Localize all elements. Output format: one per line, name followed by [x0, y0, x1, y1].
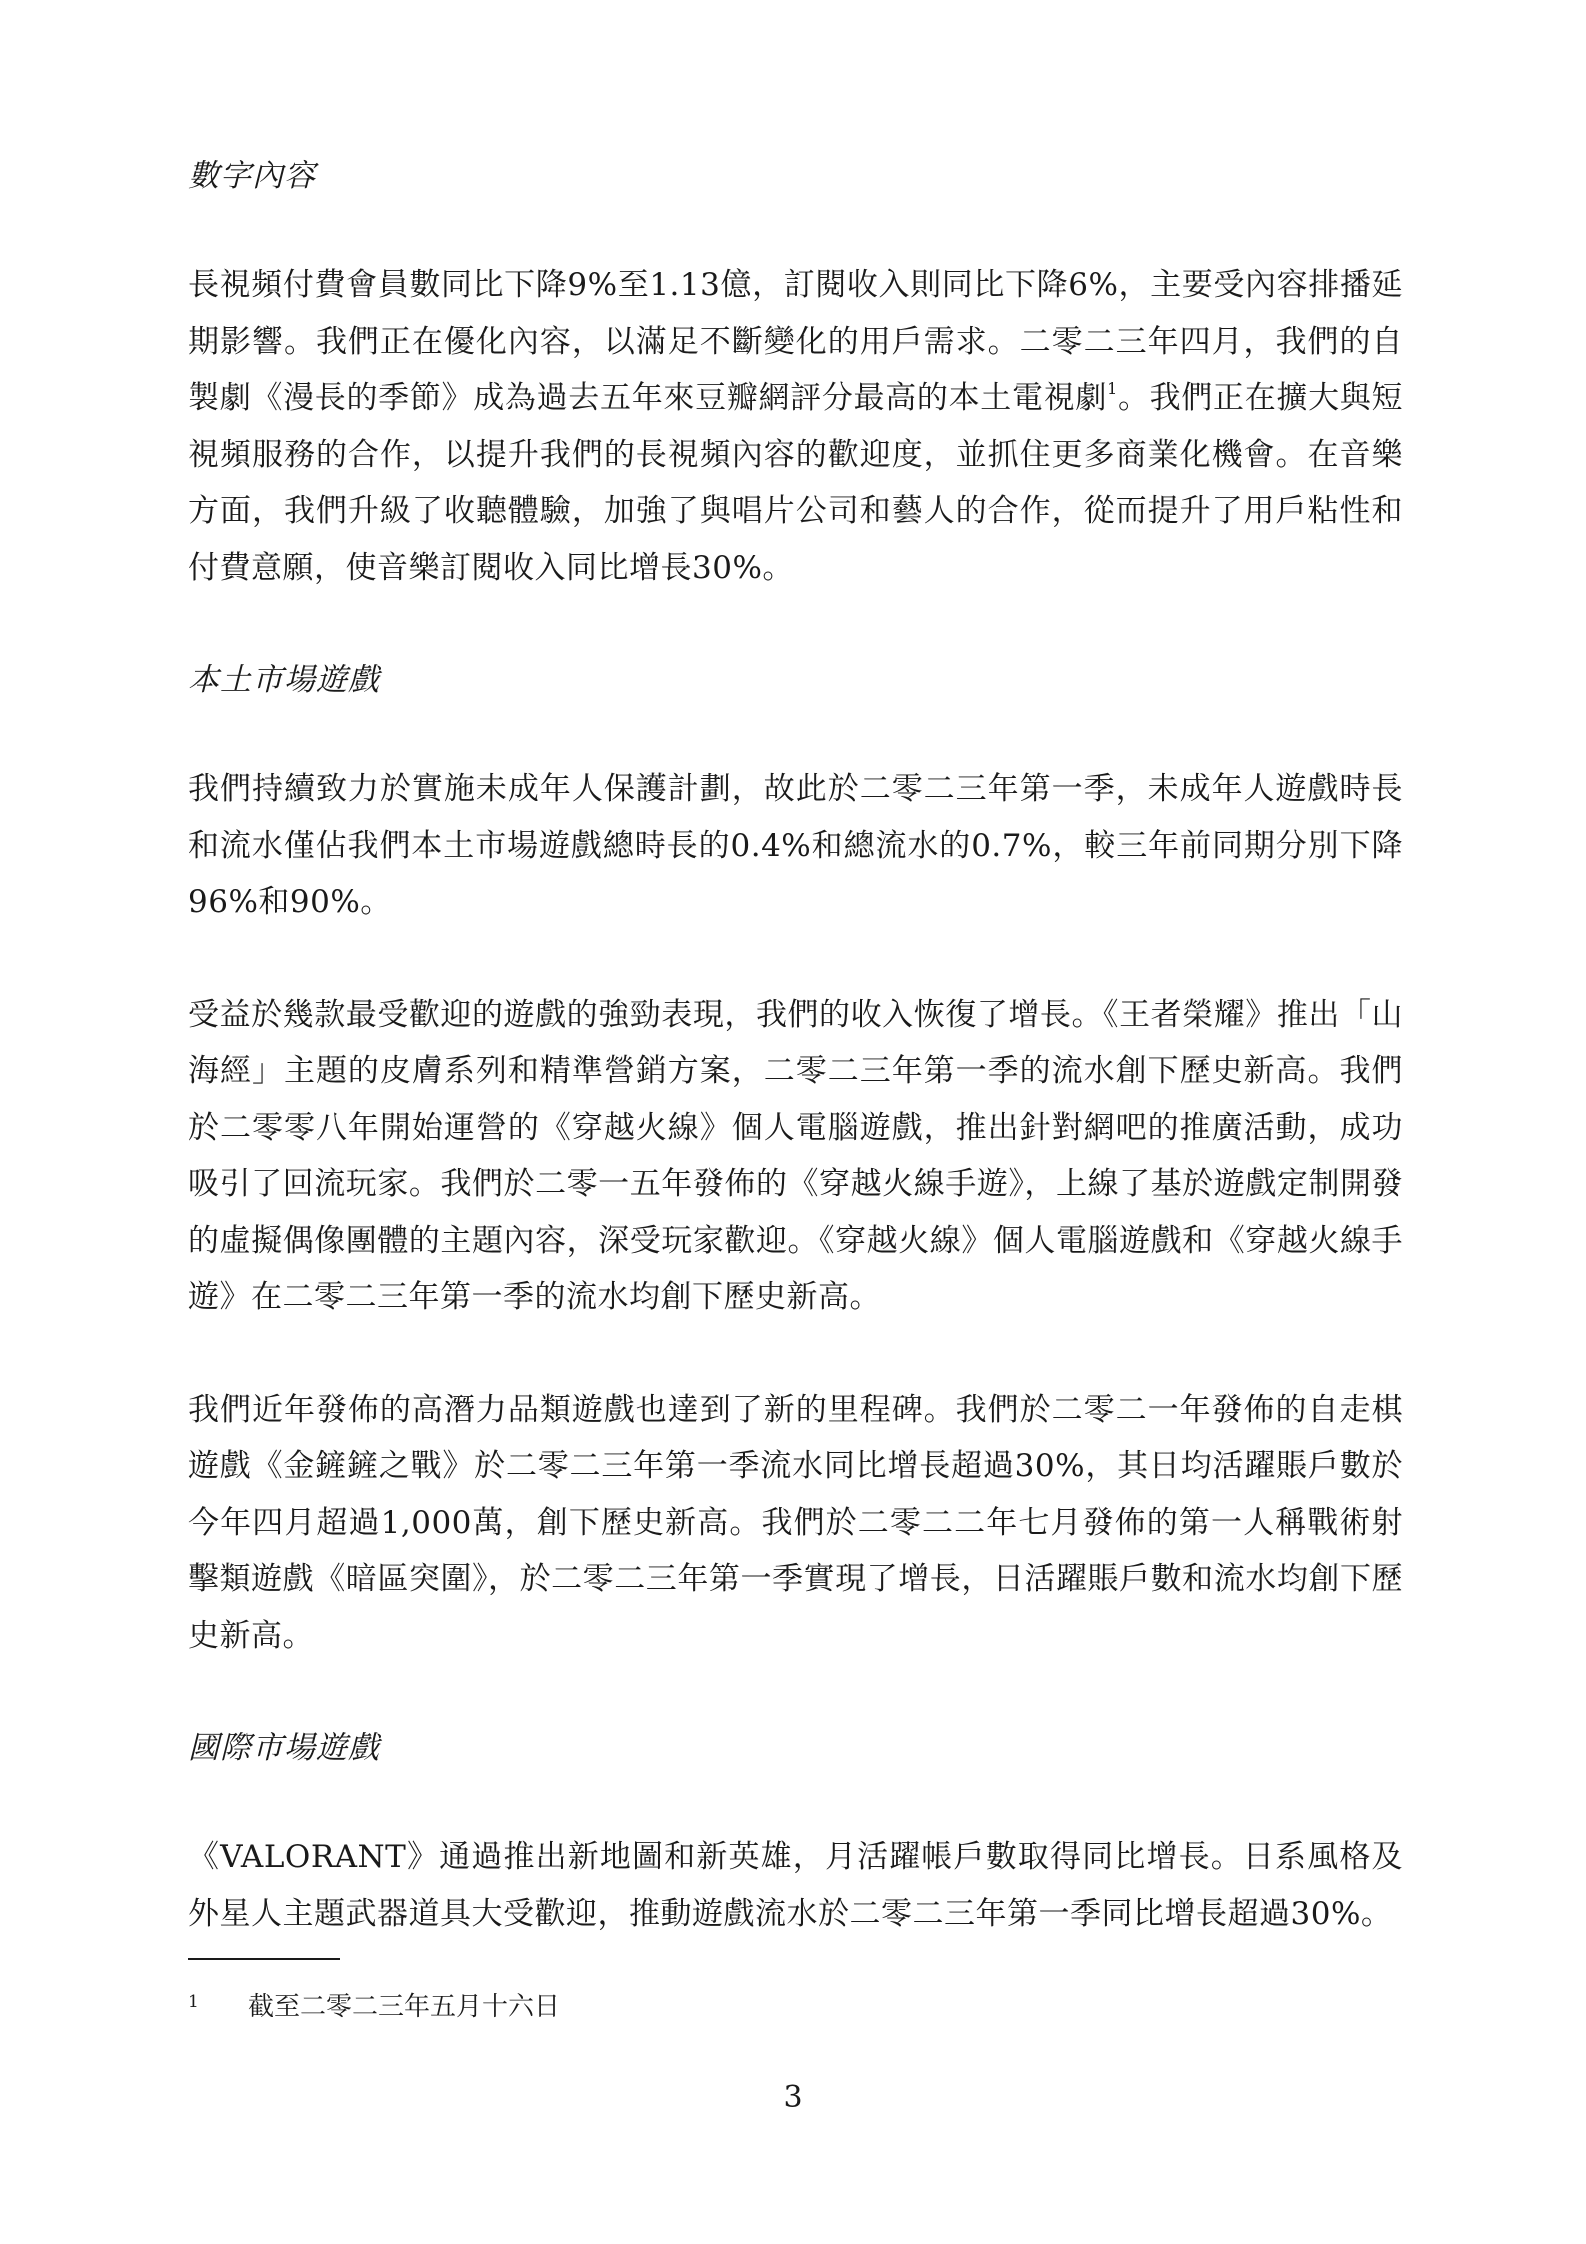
- section-title-domestic-games: 本土市場遊戲: [188, 662, 380, 698]
- footnote-text: 截至二零二三年五月十六日: [248, 1992, 561, 2022]
- page-number: 3: [783, 2080, 803, 2115]
- footnote: [188, 1985, 560, 2024]
- footnote-mark: 1: [188, 1992, 199, 2012]
- section-title-international-games: 國際市場遊戲: [188, 1730, 380, 1766]
- paragraph-popular-games: 受益於幾款最受歡迎的遊戲的強勁表現，我們的收入恢復了增長。《王者榮耀》推出「山海經」主題的皮膚系列和精準營銷方案，二零二三年第一季的流水創下歷史新高。我們於二零零八年開始運營的《穿越火線》個人電腦遊戲，推出針對網吧的推廣活動，成功吸引了回流玩家。我們於二零一五年發佈的《穿越火線手遊》，上線了基於遊戲定制開發的虛擬偶像團體的主題內容，深受玩家歡迎。《穿越火線》個人電腦遊戲和《穿越火線手遊》在二零二三年第一季的流水均創下歷史新高。: [188, 996, 1403, 1315]
- paragraph-text: 長視頻付費會員數同比下降9%至1.13億，訂閱收入則同比下降6%，主要受內容排播延期影響。我們正在優化內容，以滿足不斷變化的用戶需求。二零二三年四月，我們的自製劇《漫長的季節》成為過去五年來豆瓣網評分最高的本土電視劇: [188, 267, 1403, 416]
- paragraph-digital-content: [188, 257, 1403, 596]
- page-content: [188, 148, 1403, 1942]
- paragraph-minor-protection: 我們持續致力於實施未成年人保護計劃，故此於二零二三年第一季，未成年人遊戲時長和流水僅佔我們本土市場遊戲總時長的0.4%和總流水的0.7%，較三年前同期分別下降96%和90%。: [188, 771, 1403, 920]
- paragraph-new-genres: 我們近年發佈的高潛力品類遊戲也達到了新的里程碑。我們於二零二一年發佈的自走棋遊戲《金鏟鏟之戰》於二零二三年第一季流水同比增長超過30%，其日均活躍賬戶數於今年四月超過1,000萬，創下歷史新高。我們於二零二二年七月發佈的第一人稱戰術射擊類遊戲《暗區突圍》，於二零二三年第一季實現了增長，日活躍賬戶數和流水均創下歷史新高。: [188, 1391, 1403, 1654]
- footnote-divider: [188, 1958, 340, 1960]
- paragraph-valorant: 《VALORANT》通過推出新地圖和新英雄，月活躍帳戶數取得同比增長。日系風格及外星人主題武器道具大受歡迎，推動遊戲流水於二零二三年第一季同比增長超過30%。: [188, 1839, 1403, 1932]
- paragraph-text: 。我們正在擴大與短視頻服務的合作，以提升我們的長視頻內容的歡迎度，並抓住更多商業化機會。在音樂方面，我們升級了收聽體驗，加強了與唱片公司和藝人的合作，從而提升了用戶粘性和付費意願，使音樂訂閱收入同比增長30%。: [188, 380, 1403, 586]
- section-title-digital-content: 數字內容: [188, 158, 316, 194]
- footnote-reference[interactable]: 1: [1107, 379, 1118, 398]
